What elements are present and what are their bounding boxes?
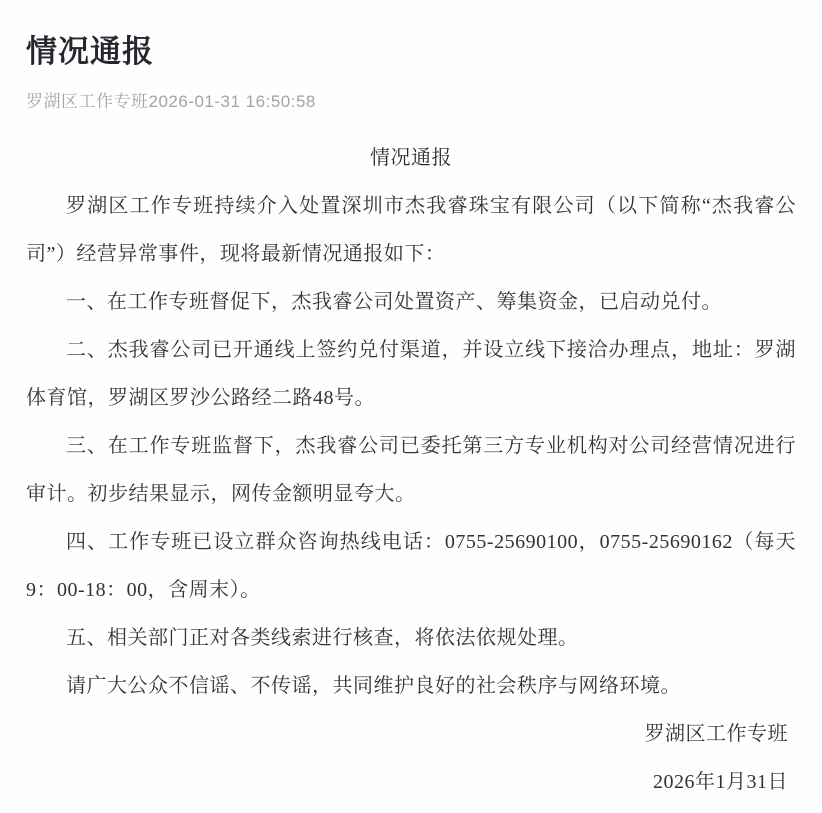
paragraph-item-4-hotline: 四、工作专班已设立群众咨询热线电话：0755-25690100，0755-25690162（每天9：00-18：00，含周末）。 [26, 531, 796, 601]
signature: 罗湖区工作专班 [644, 723, 788, 745]
paragraph-appeal: 请广大公众不信谣、不传谣，共同维护良好的社会秩序与网络环境。 [66, 675, 681, 697]
paragraph-item-1: 一、在工作专班督促下，杰我睿公司处置资产、筹集资金，已启动兑付。 [66, 291, 722, 313]
paragraph-item-2: 二、杰我睿公司已开通线上签约兑付渠道，并设立线下接洽办理点，地址：罗湖体育馆，罗湖区罗沙公路经二路48号。 [26, 339, 796, 409]
paragraph-item-3: 三、在工作专班监督下，杰我睿公司已委托第三方专业机构对公司经营情况进行审计。初步结果显示，网传金额明显夸大。 [26, 435, 796, 505]
document-heading: 情况通报 [370, 147, 452, 169]
meta-source-timestamp: 罗湖区工作专班2026-01-31 16:50:58 [26, 92, 316, 111]
notice-body [26, 134, 796, 806]
paragraph-intro: 罗湖区工作专班持续介入处置深圳市杰我睿珠宝有限公司（以下简称“杰我睿公司”）经营异常事件，现将最新情况通报如下： [26, 195, 796, 265]
page-title: 情况通报 [26, 34, 154, 69]
paragraph-item-5: 五、相关部门正对各类线索进行核查，将依法依规处理。 [66, 627, 579, 649]
date: 2026年1月31日 [653, 771, 788, 793]
